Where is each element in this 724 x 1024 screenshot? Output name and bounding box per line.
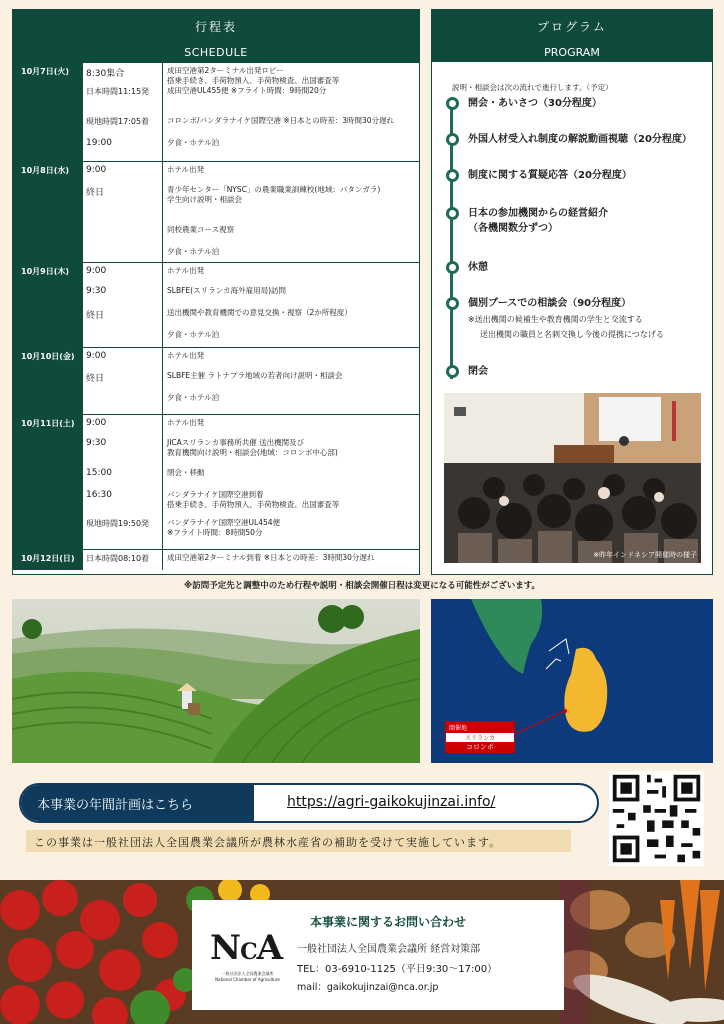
seminar-photo [444,393,701,563]
schedule-detail-line: SLBFE主催 ラトナプラ地域の若者向け説明・相談会 [167,371,343,380]
schedule-day [13,262,419,347]
schedule-detail [163,162,204,182]
qr-code[interactable] [609,771,704,866]
schedule-time: 日本時間11:15発 [83,83,163,113]
schedule-detail-line: ホテル出発 [167,266,205,275]
subsidy-note: この事業は一般社団法人全国農業会議所が農林水産省の補助を受けて実施しています。 [26,830,571,852]
schedule-detail [163,182,380,222]
schedule-detail-line: 成田空港第2ターミナル到着 ※日本との時差：3時間30分遅れ [167,553,375,562]
photo-caption: ※昨年インドネシア開催時の様子 [593,551,697,559]
schedule-day [13,414,419,549]
schedule-detail [163,368,343,390]
annual-plan-label: 本事業の年間計画はこちら [21,785,254,821]
program-title-ja: プログラム [537,20,607,34]
schedule-detail-line: ホテル出発 [167,418,205,427]
schedule-detail-line: 学生向け説明・相談会 [167,195,242,204]
schedule-time: 9:00 [83,162,163,182]
schedule-slot [83,465,419,487]
schedule-detail [163,244,219,262]
schedule-detail [163,435,338,465]
schedule-detail [163,515,280,549]
schedule-detail-line: 同校農業コース視察 [167,225,235,234]
schedule-slot [83,162,419,182]
schedule-time: 現地時間17:05着 [83,113,163,135]
annual-plan-banner [19,783,599,823]
venue-label [445,721,515,753]
schedule-detail [163,487,339,515]
schedule-slot [83,305,419,327]
schedule-detail [163,63,339,83]
nca-logo [210,928,285,988]
schedule-detail [163,465,205,487]
program-step-cont: （各機関数分ずつ） [468,223,558,234]
schedule-slot [83,348,419,368]
contact-title: 本事業に関するお問い合わせ [310,915,467,929]
schedule-date: 10月11日(土) [13,415,83,549]
schedule-detail [163,222,234,244]
schedule-slot [83,487,419,515]
schedule-days [13,62,419,570]
program-step: 個別ブースでの相談会（90分程度） [446,296,631,311]
program-note: 送出機関の職員と名刺交換し今後の提携につなげる [480,330,664,339]
schedule-time: 19:00 [83,135,163,161]
schedule-slot [83,327,419,347]
schedule-detail [163,113,394,135]
schedule-detail-line: 夕食・ホテル泊 [167,247,220,256]
schedule-time: 9:00 [83,263,163,283]
contact-org: 一般社団法人全国農業会議所 経営対策部 [297,944,481,955]
tea-field-photo [12,599,420,763]
schedule-detail [163,283,286,305]
nca-logo-mark: NCA [210,928,282,968]
program-step: 日本の参加機関からの経営紹介 [446,206,608,221]
schedule-slot [83,244,419,262]
sri-lanka-map [431,599,713,763]
nca-logo-sub: 一般社団法人全国農業会議所 National Chamber of Agriculture [215,971,280,982]
schedule-title-ja: 行程表 [194,20,237,34]
program-title-en: PROGRAM [544,46,600,59]
schedule-day [13,161,419,262]
program-note: ※送出機関の候補生や教育機関の学生と交流する [468,315,643,324]
schedule-slot [83,263,419,283]
schedule-slot [83,83,419,113]
schedule-detail-line: バンダラナイケ国際空港到着 [167,490,264,499]
schedule-detail-line: 搭乗手続き、手荷物預入、手荷物検査、出国審査等 [167,76,340,85]
schedule-detail [163,327,219,347]
schedule-detail [163,415,204,435]
schedule-time [83,327,163,347]
contact-box [192,900,564,1010]
schedule-detail-line: 青少年センター「NYSC」の農業職業訓練校(地域：パタンガラ) [167,185,381,194]
schedule-detail [163,348,204,368]
schedule-slot [83,550,419,570]
schedule-detail [163,135,219,161]
schedule-detail-line: コロンボ/バンダラナイケ国際空港 ※日本との時差：3時間30分遅れ [167,116,395,125]
schedule-date: 10月8日(水) [13,162,83,262]
schedule-detail [163,550,374,570]
program-step: 開会・あいさつ（30分程度） [446,96,602,111]
program-step: 休憩 [446,260,488,275]
schedule-time: 9:30 [83,283,163,305]
schedule-time: 9:30 [83,435,163,465]
schedule-slot [83,222,419,244]
schedule-slot [83,415,419,435]
schedule-slot [83,435,419,465]
schedule-time: 終日 [83,368,163,390]
schedule-time [83,390,163,414]
program-step: 制度に関する質疑応答（20分程度） [446,168,632,183]
schedule-detail-line: 教育機関向け説明・相談会(地域：コロンボ中心部) [167,448,338,457]
schedule-day [13,549,419,570]
schedule-detail [163,390,219,414]
schedule-detail-line: 搭乗手続き、手荷物預入、手荷物検査、出国審査等 [167,500,340,509]
schedule-slot [83,368,419,390]
venue-city: コロンボ [446,742,514,752]
schedule-time: 9:00 [83,415,163,435]
schedule-change-note: ※訪問予定先と調整中のため行程や説明・相談会開催日程は変更になる可能性がございます。 [183,581,541,591]
schedule-time: 日本時間08:10着 [83,550,163,570]
schedule-detail-line: バンダラナイケ国際空港UL454便 [167,518,281,527]
schedule-detail-line: 成田空港UL455便 ※フライト時間：9時間20分 [167,86,327,95]
schedule-time: 16:30 [83,487,163,515]
schedule-slot [83,63,419,83]
schedule-slot [83,182,419,222]
schedule-slot [83,135,419,161]
schedule-detail-line: ※フライト時間：8時間50分 [167,528,263,537]
schedule-day [13,62,419,161]
schedule-detail-line: 夕食・ホテル泊 [167,330,220,339]
schedule-date: 10月12日(日) [13,550,83,570]
schedule-detail [163,263,204,283]
schedule-slot [83,390,419,414]
annual-plan-link[interactable]: https://agri-gaikokujinzai.info/ [287,794,496,810]
schedule-detail-line: 閉会・移動 [167,468,205,477]
program-intro: 説明・相談会は次の流れで進行します。（予定） [452,83,613,92]
schedule-detail [163,83,326,113]
schedule-header [13,10,419,62]
schedule-detail-line: JICAスリランカ事務所共催 送出機関及び [167,438,305,447]
contact-tel: TEL：03-6910-1125（平日9:30〜17:00） [297,964,498,975]
schedule-detail-line: SLBFE(スリランカ海外雇用局)訪問 [167,286,286,295]
schedule-day [13,347,419,414]
schedule-detail-line: 成田空港第2ターミナル出発ロビー [167,66,284,75]
schedule-panel [12,9,420,575]
program-step: 外国人材受入れ制度の解説動画視聴（20分程度） [446,132,692,147]
schedule-time: 終日 [83,305,163,327]
schedule-slot [83,515,419,549]
schedule-detail [163,305,352,327]
schedule-time: 9:00 [83,348,163,368]
program-header [432,10,712,62]
schedule-detail-line: 送出機関や教育機関での意見交換・視察（2か所程度） [167,308,352,317]
schedule-time [83,244,163,262]
schedule-title-en: SCHEDULE [184,46,248,59]
schedule-date: 10月10日(金) [13,348,83,414]
schedule-date: 10月9日(木) [13,263,83,347]
venue-country: スリランカ [464,735,495,742]
schedule-time: 8:30集合 [83,63,163,83]
program-step: 閉会 [446,364,488,379]
schedule-time: 15:00 [83,465,163,487]
schedule-detail-line: 夕食・ホテル泊 [167,138,220,147]
program-panel [431,9,713,575]
schedule-slot [83,283,419,305]
schedule-time: 終日 [83,182,163,222]
schedule-detail-line: 夕食・ホテル泊 [167,393,220,402]
contact-mail[interactable]: mail：gaikokujinzai@nca.or.jp [297,982,439,993]
venue-tag: 開催地 [446,722,514,733]
schedule-time [83,222,163,244]
schedule-detail-line: ホテル出発 [167,351,205,360]
schedule-slot [83,113,419,135]
schedule-detail-line: ホテル出発 [167,165,205,174]
schedule-time: 現地時間19:50発 [83,515,163,549]
schedule-date: 10月7日(火) [13,63,83,161]
